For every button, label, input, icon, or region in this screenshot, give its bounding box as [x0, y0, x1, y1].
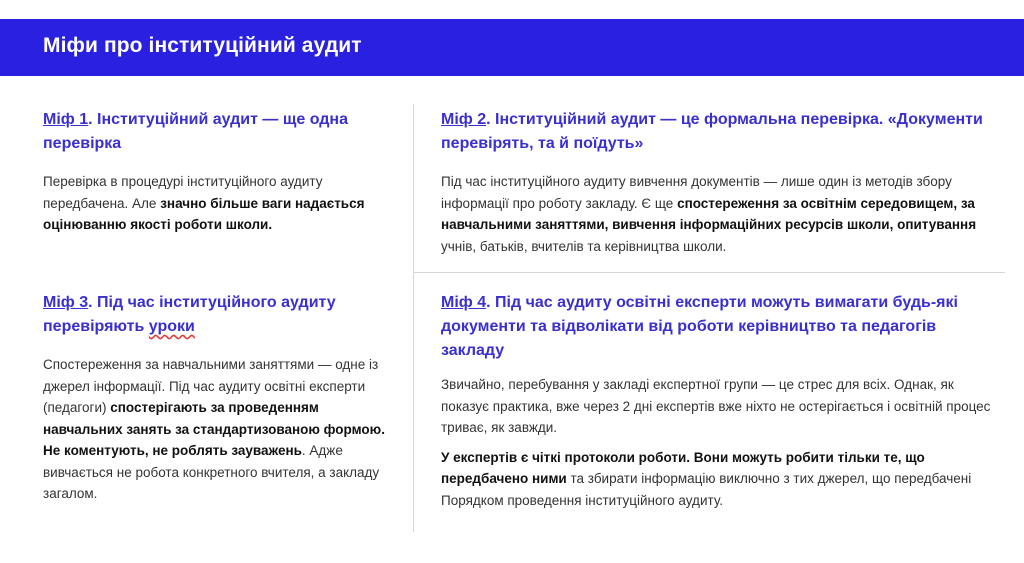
myth-1-title-text: . Інституційний аудит — ще одна перевірка	[43, 111, 348, 152]
myth-1-bold-text: значно більше ваги надається оцінюванню якості роботи школи.	[43, 195, 365, 232]
myth-3-title	[43, 291, 393, 339]
myth-3-text: Спостереження за навчальними заняттями — одне із джерел інформації. Під час аудиту освітні експерти (педагоги)	[43, 357, 379, 415]
myth-1-text: Перевірка в процедурі інституційного аудиту передбачена. Але	[43, 174, 323, 211]
myth-2-number: Міф 2	[441, 111, 487, 128]
myth-3-block	[43, 291, 393, 505]
myth-4-number: Міф 4	[441, 294, 487, 311]
myth-2-bold-text: спостереження за освітнім середовищем, за навчальними заняттями, вивчення інформаційних ресурсів школи, опитування	[441, 195, 977, 232]
myth-2-title-text: . Інституційний аудит — це формальна перевірка. «Документи перевірять, та й поїдуть»	[441, 111, 983, 152]
myth-4-title-text: . Під час аудиту освітні експерти можуть вимагати будь-які документи та відволікати від роботи керівництво та педагогів закладу	[441, 294, 958, 359]
myth-4-bold-text: У експертів є чіткі протоколи роботи. Вони можуть робити тільки те, що передбачено ними	[441, 449, 925, 486]
myth-4-body-2	[441, 447, 1001, 512]
myth-2-text-end: учнів, батьків, вчителів та керівництва школи.	[441, 238, 727, 254]
myth-1-title	[43, 108, 393, 156]
slide-title: Міфи про інституційний аудит	[43, 34, 362, 57]
myth-2-text: Під час інституційного аудиту вивчення документів — лише один із методів збору інформації про роботу закладу. Є ще	[441, 174, 952, 211]
myth-2-title	[441, 108, 1001, 156]
myth-2-block	[441, 108, 1001, 257]
myth-1-body	[43, 171, 393, 236]
myth-3-title-text: . Під час інституційного аудиту перевіряють	[43, 294, 336, 335]
vertical-divider	[413, 104, 414, 532]
horizontal-divider	[413, 272, 1005, 273]
myth-3-number: Міф 3	[43, 294, 89, 311]
myth-2-body	[441, 171, 1001, 257]
myth-1-block	[43, 108, 393, 236]
myth-1-number: Міф 1	[43, 111, 89, 128]
myth-3-body	[43, 354, 393, 505]
myth-4-title	[441, 291, 1001, 363]
myth-3-text-end: . Адже вивчається не робота конкретного вчителя, а закладу загалом.	[43, 443, 380, 501]
slide-header	[0, 19, 1024, 76]
myth-4-text-end: та збирати інформацію виключно з тих джерел, що передбачені Порядком проведення інституційного аудиту.	[441, 471, 972, 508]
myth-3-title-word: уроки	[148, 318, 195, 335]
top-strip	[0, 0, 1024, 19]
myth-4-block	[441, 291, 1001, 511]
myth-3-bold-text: спостерігають за проведенням навчальних занять за стандартизованою формою. Не коментують, не роблять зауважень	[43, 400, 385, 458]
myth-4-body: Звичайно, перебування у закладі експертної групи — це стрес для всіх. Однак, як показує практика, вже через 2 дні експертів вже ніхто не остерігається і освітній процес триває, як завжди.	[441, 377, 991, 435]
